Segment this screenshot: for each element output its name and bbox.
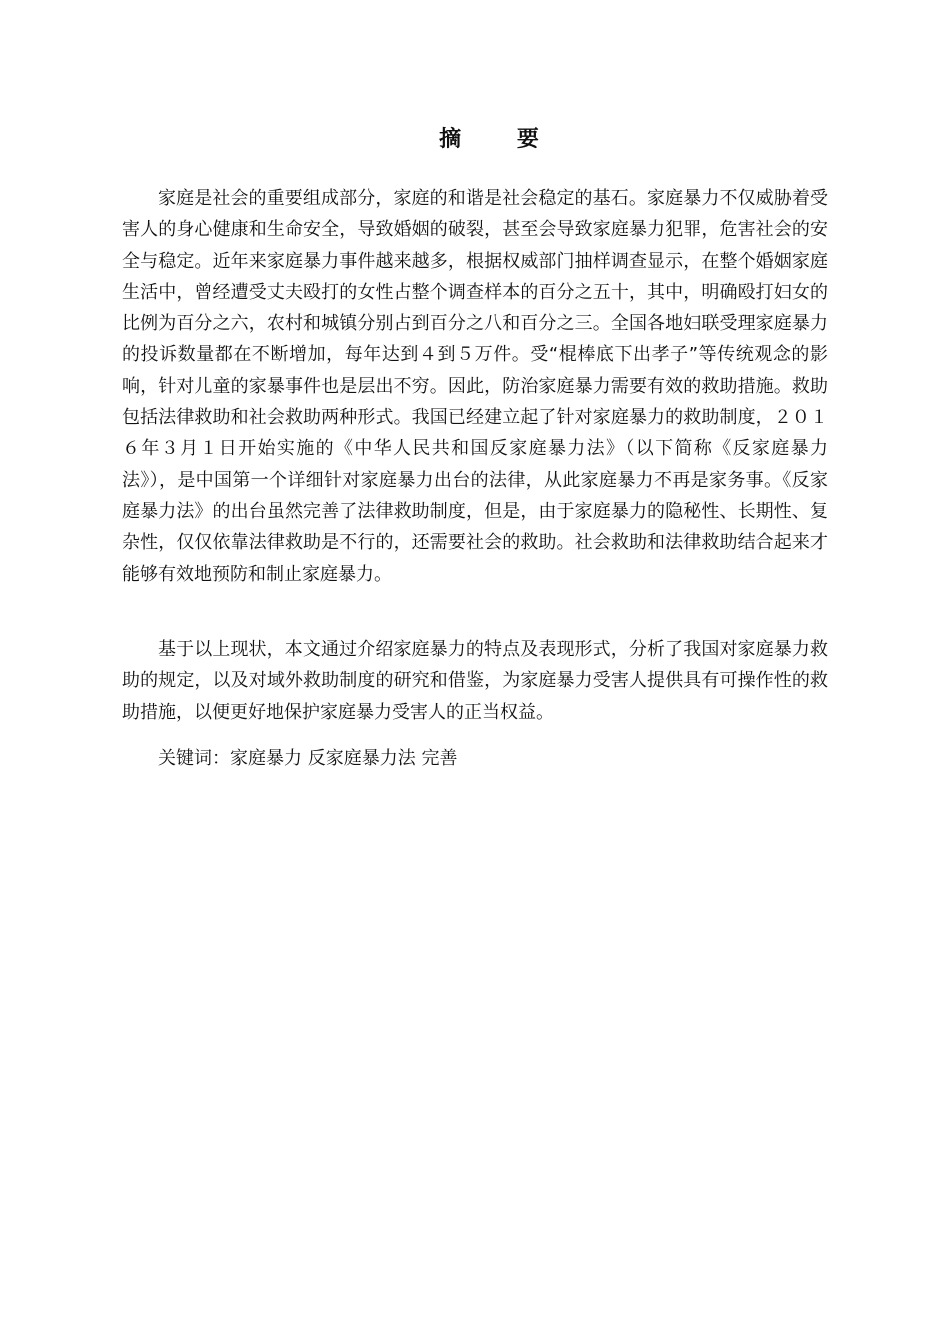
abstract-paragraph-1: 家庭是社会的重要组成部分，家庭的和谐是社会稳定的基石。家庭暴力不仅威胁着受害人的身心健康和生命安全，导致婚姻的破裂，甚至会导致家庭暴力犯罪，危害社会的安全与稳定。近年来家庭暴力事件越来越多，根据权威部门抽样调查显示，在整个婚姻家庭生活中，曾经遭受丈夫殴打的女性占整个调查样本的百分之五十，其中，明确殴打妇女的比例为百分之六，农村和城镇分别占到百分之八和百分之三。全国各地妇联受理家庭暴力的投诉数量都在不断增加，每年达到４到５万件。受“棍棒底下出孝子”等传统观念的影响，针对儿童的家暴事件也是层出不穷。因此，防治家庭暴力需要有效的救助措施。救助包括法律救助和社会救助两种形式。我国已经建立起了针对家庭暴力的救助制度，２０１６年３月１日开始实施的《中华人民共和国反家庭暴力法》（以下简称《反家庭暴力法》），是中国第一个详细针对家庭暴力出台的法律，从此家庭暴力不再是家务事。《反家庭暴力法》的出台虽然完善了法律救助制度，但是，由于家庭暴力的隐秘性、长期性、复杂性，仅仅依靠法律救助是不行的，还需要社会的救助。社会救助和法律救助结合起来才能够有效地预防和制止家庭暴力。 xyxy=(122,188,828,585)
abstract-paragraph-2: 基于以上现状，本文通过介绍家庭暴力的特点及表现形式，分析了我国对家庭暴力救助的规定，以及对域外救助制度的研究和借鉴，为家庭暴力受害人提供具有可操作性的救助措施，以便更好地保护家庭暴力受害人的正当权益。 xyxy=(122,639,828,723)
abstract-title: 摘 要 xyxy=(439,127,563,152)
keywords-label: 关键词： xyxy=(158,748,230,769)
keywords-line xyxy=(158,743,457,774)
keywords-value: 家庭暴力 反家庭暴力法 完善 xyxy=(230,748,458,769)
